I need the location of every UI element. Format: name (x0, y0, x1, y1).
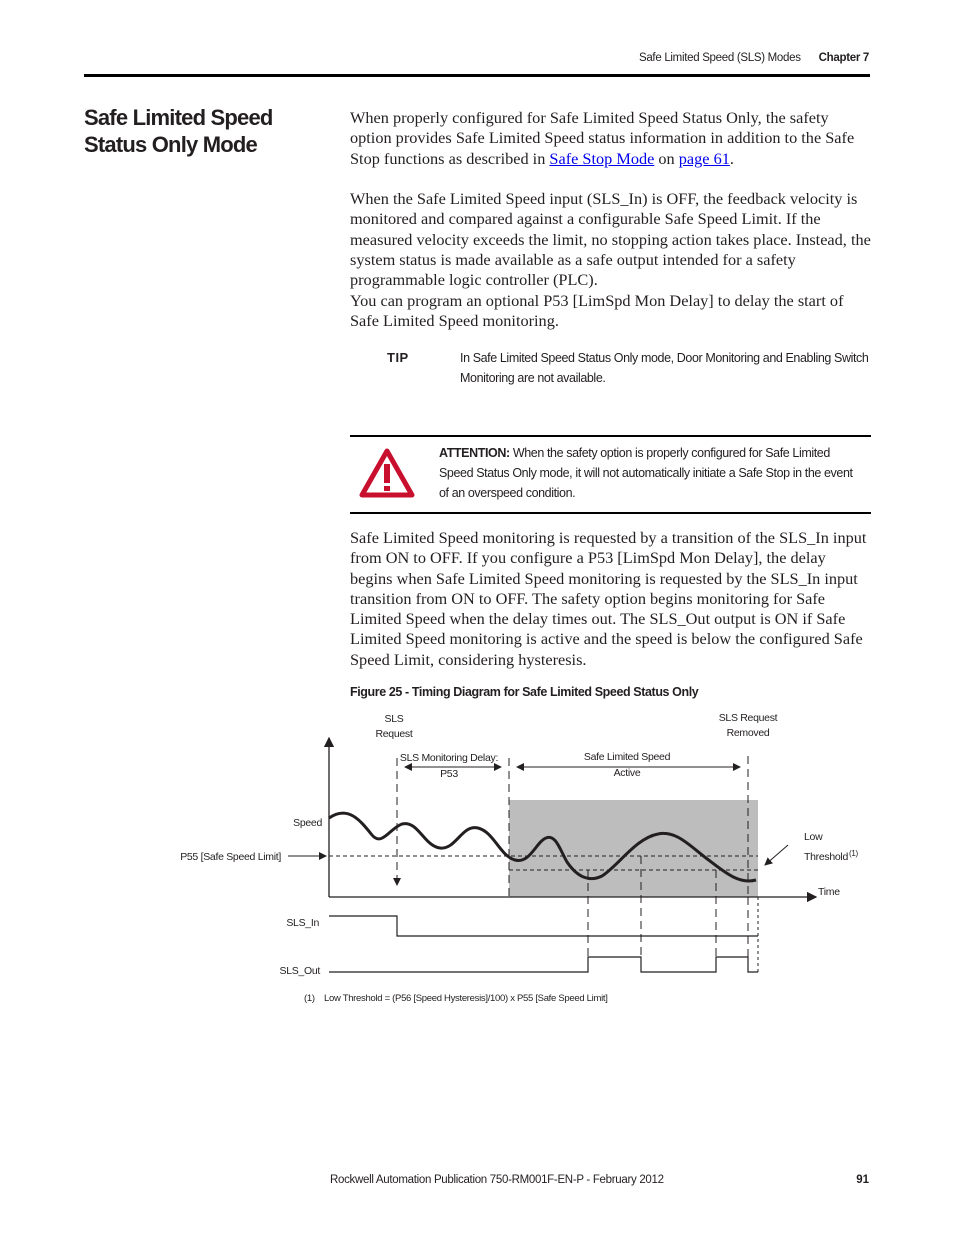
safe-speed-limit-label: P55 [Safe Speed Limit] (180, 851, 281, 863)
paragraph-text: on (654, 148, 679, 168)
page-number: 91 (856, 1174, 869, 1186)
attention-box (350, 435, 871, 514)
chapter-label: Chapter 7 (818, 52, 869, 64)
active-label-2: Active (613, 767, 641, 779)
active-label-1: Safe Limited Speed (583, 751, 671, 763)
timing-diagram (0, 700, 954, 1020)
delay-label-2: P53 (440, 768, 458, 780)
sls-removed-label-2: Removed (726, 727, 770, 739)
attention-body: When the safety option is properly configured for Safe Limited Speed Status Only mode, it will not automatically initiate a Safe Stop in the event of an overspeed condition. (439, 446, 853, 500)
sls-request-label-2: Request (375, 728, 413, 740)
delay-label-1: SLS Monitoring Delay: (399, 752, 499, 764)
tip-label: TIP (387, 350, 409, 365)
sls-request-label-1: SLS (384, 713, 404, 725)
low-threshold-footnote-ref: (1) (849, 849, 858, 858)
low-threshold-pointer-arrow (765, 845, 788, 865)
paragraph-intro (350, 108, 872, 169)
footnote-number: (1) (304, 993, 315, 1004)
running-header (639, 52, 869, 64)
paragraph-input-off: When the Safe Limited Speed input (SLS_In) is OFF, the feedback velocity is monitored and compared against a configurable Safe Speed Limit. If the measured velocity exceeds the limit, no stopping action takes place. Instead, the system status is made available as a safe output intended for a safety programmable logic controller (PLC). (350, 189, 871, 290)
sls-in-signal (329, 916, 758, 936)
sls-out-label: SLS_Out (279, 965, 320, 977)
header-rule (84, 74, 870, 77)
speed-label: Speed (293, 817, 322, 829)
paragraph-text: When properly configured for Safe Limited Speed Status Only, the safety option provides Safe Limited Speed status information in addition to the Safe Stop functions as described in (350, 108, 855, 168)
low-threshold-label-1: Low (804, 831, 823, 843)
attention-text (439, 443, 859, 503)
paragraph-monitoring: Safe Limited Speed monitoring is requested by a transition of the SLS_In input from ON to OFF. If you configure a P53 [LimSpd Mon Delay], the delay begins when Safe Limited Speed monitoring is requested by the SLS_In input transition from ON to OFF. The safety option begins monitoring for Safe Limited Speed when the delay times out. The SLS_Out output is ON if Safe Limited Speed monitoring is active and the speed is below the configured Safe Speed Limit, considering hysteresis. (350, 528, 867, 669)
running-title: Safe Limited Speed (SLS) Modes (638, 52, 801, 64)
footer-publication: Rockwell Automation Publication 750-RM001F-EN-P - February 2012 (330, 1174, 664, 1186)
tip-text: In Safe Limited Speed Status Only mode, Door Monitoring and Enabling Switch Monitoring are not available. (460, 351, 869, 385)
page-61-link[interactable]: page 61 (678, 148, 730, 168)
paragraph-delay: You can program an optional P53 [LimSpd Mon Delay] to delay the start of Safe Limited Speed monitoring. (350, 291, 844, 331)
sls-in-label: SLS_In (286, 917, 319, 929)
figure-caption: Figure 25 - Timing Diagram for Safe Limited Speed Status Only (350, 685, 699, 699)
sls-removed-label-1: SLS Request (718, 712, 778, 724)
footnote-text: Low Threshold = (P56 [Speed Hysteresis]/100) x P55 [Safe Speed Limit] (324, 993, 608, 1004)
safe-stop-mode-link[interactable]: Safe Stop Mode (549, 148, 655, 168)
time-label: Time (818, 886, 840, 898)
section-title: Safe Limited Speed Status Only Mode (84, 105, 273, 157)
paragraph-text: . (729, 148, 734, 168)
sls-out-signal (329, 957, 758, 972)
warning-triangle-icon (359, 448, 415, 498)
attention-label: ATTENTION: (439, 446, 510, 460)
low-threshold-label-2: Threshold (804, 851, 848, 863)
